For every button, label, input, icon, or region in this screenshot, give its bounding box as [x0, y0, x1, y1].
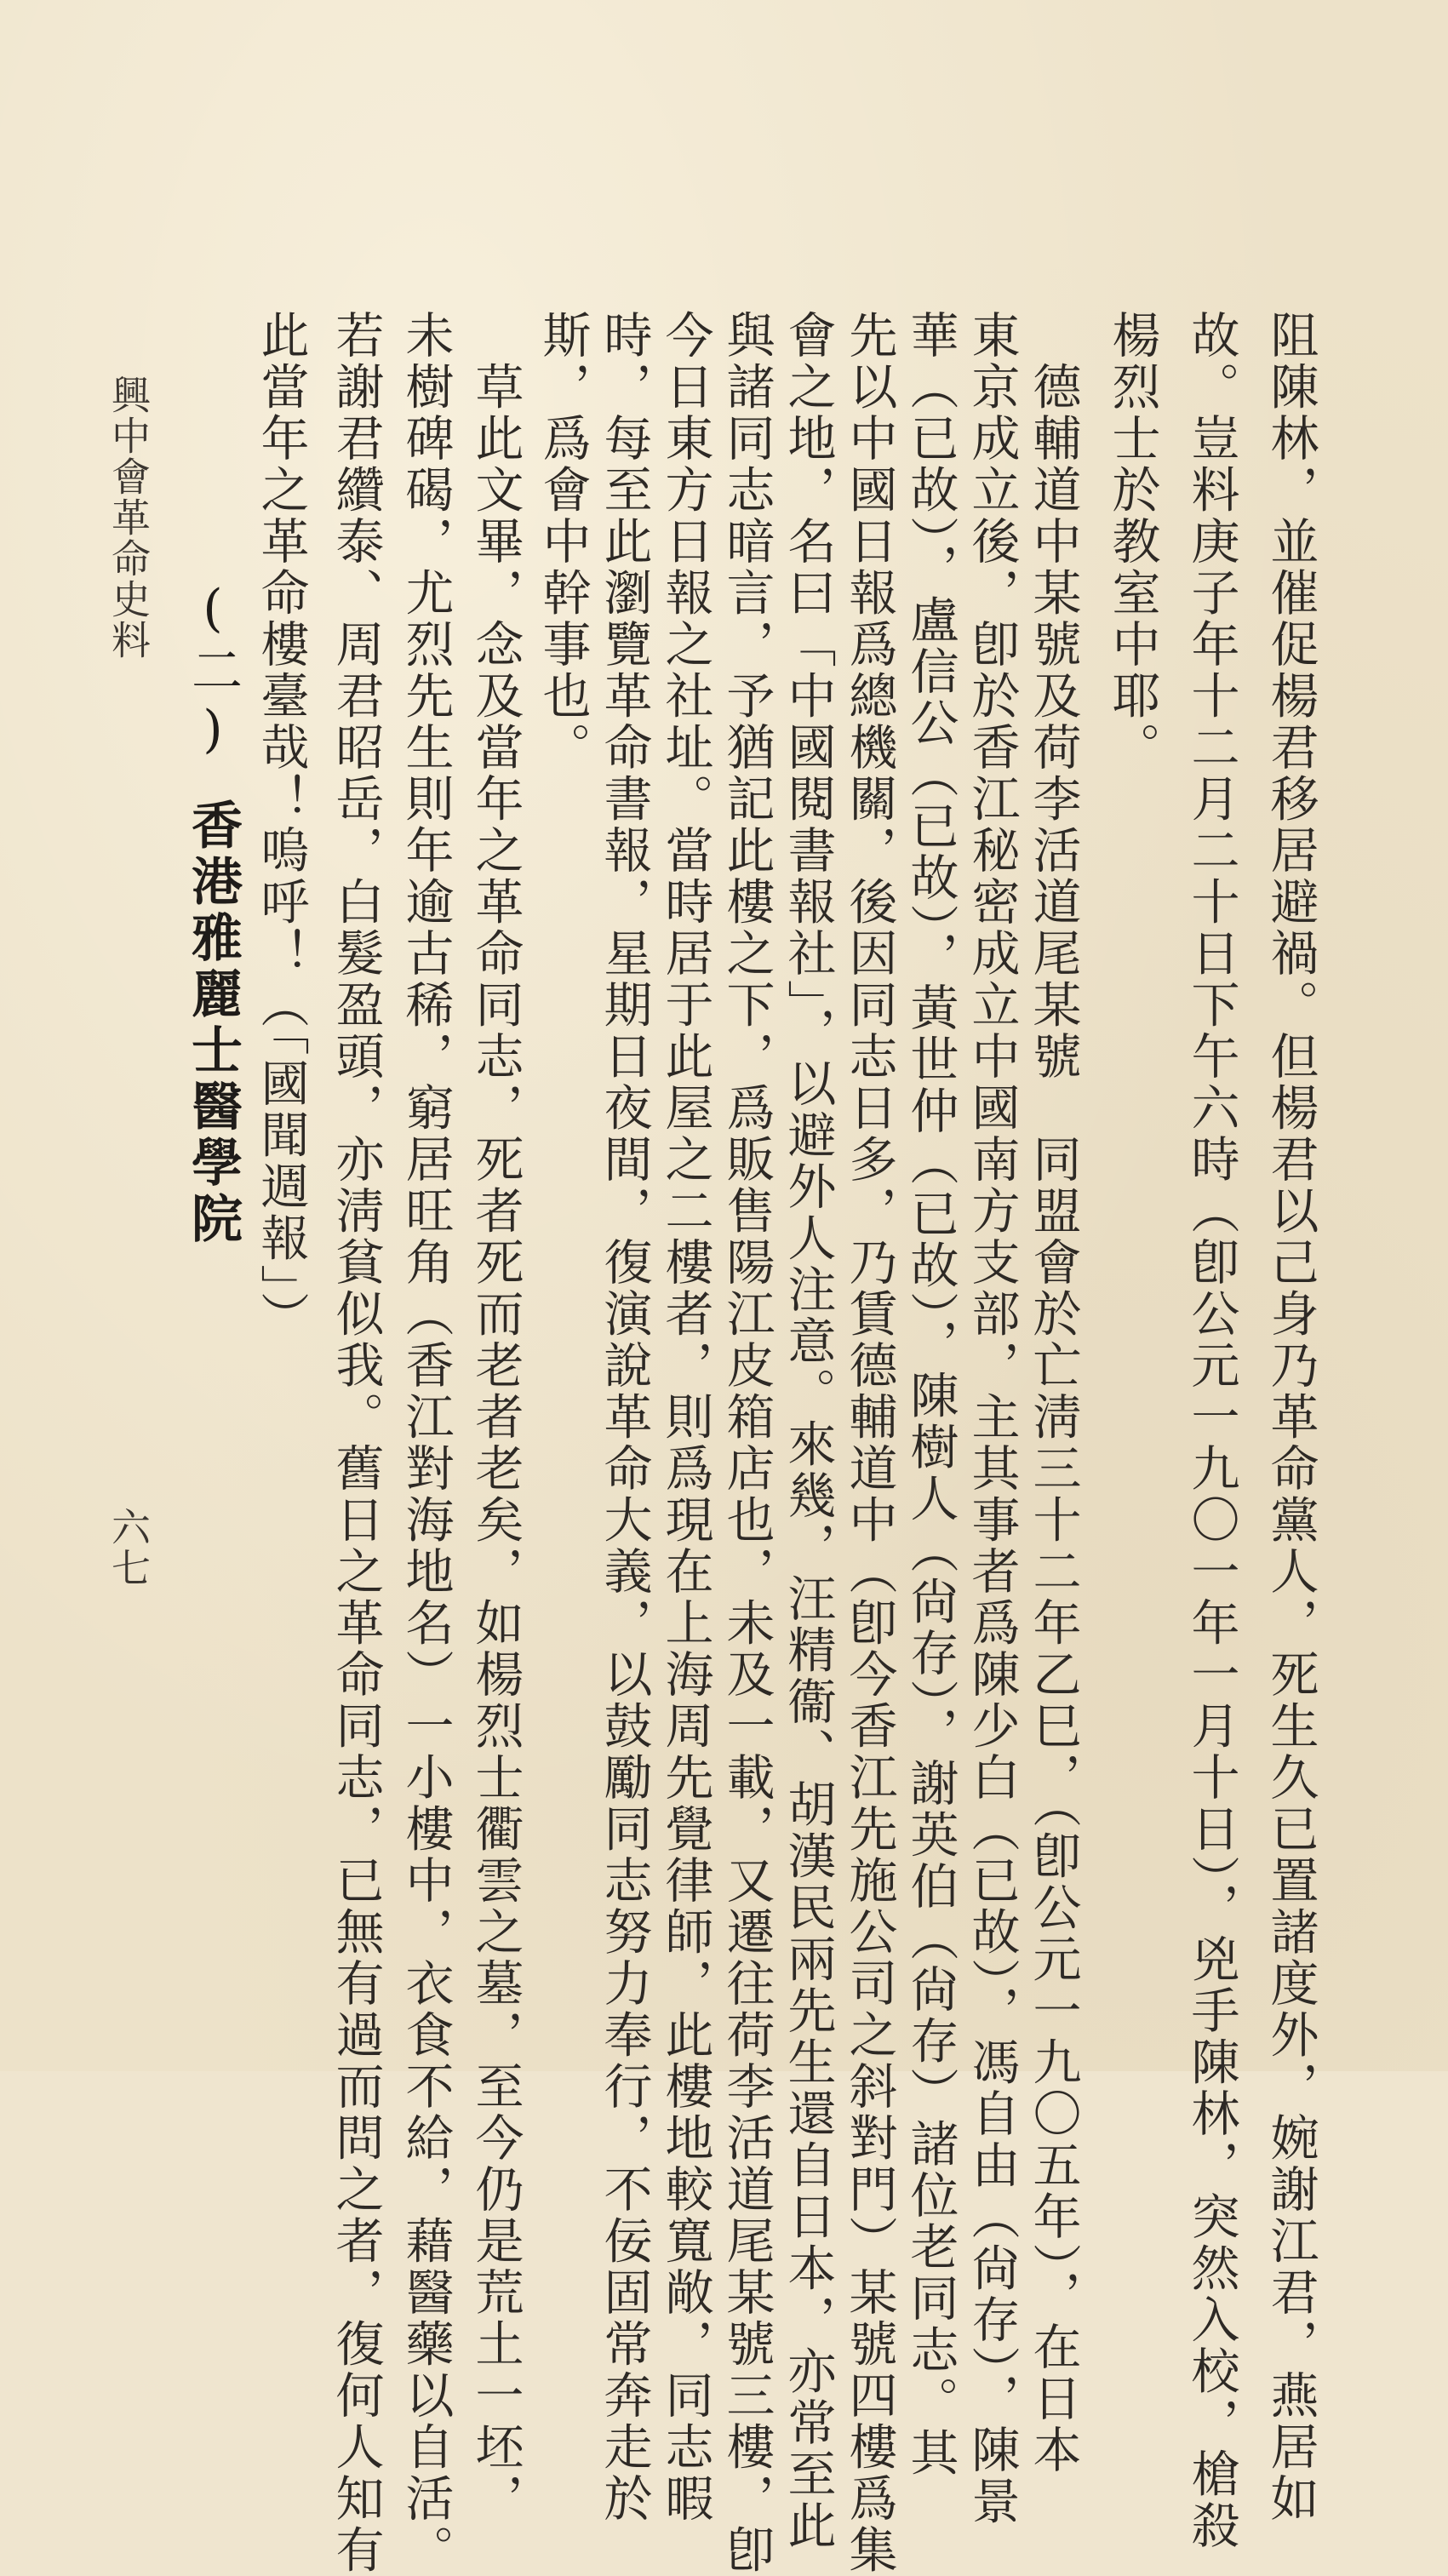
- text-column-2: 故。豈料庚子年十二月二十日下午六時（卽公元一九〇一年一月十日），兇手陳林，突然入校，槍殺: [1183, 310, 1239, 2552]
- section-number: (二): [183, 579, 243, 764]
- text-column-14: 未樹碑碣，尤烈先生則年逾古稀，窮居旺角（香江對海地名）一小樓中，衣食不給，藉醫藥以自活。: [398, 310, 454, 2576]
- text-column-1: 阻陳林，並催促楊君移居避禍。但楊君以己身乃革命黨人，死生久已置諸度外，婉謝江君，燕居如: [1262, 310, 1319, 2525]
- text-column-12: 斯，爲會中幹事也。: [535, 310, 591, 774]
- text-column-4: 德輔道中某號及荷李活道尾某號 同盟會於亡淸三十二年乙巳，（卽公元一九〇五年），在日本: [1025, 310, 1081, 2476]
- text-column-15: 若謝君纘泰、周君昭岳，白髮盈頭，亦淸貧似我。舊日之革命同志，已無有過而問之者，復何人知有: [328, 310, 384, 2576]
- text-column-5: 東京成立後，卽於香江秘密成立中國南方支部，主其事者爲陳少白（已故），馮自由（尙存），陳景: [964, 310, 1020, 2527]
- text-column-13: 草此文畢，念及當年之革命同志，死者死而老者老矣，如楊烈士衢雲之墓，至今仍是荒土一坯，: [467, 310, 524, 2525]
- text-column-11: 時，每至此瀏覽革命書報，星期日夜間，復演說革命大義，以鼓勵同志努力奉行，不佞固常奔走於: [596, 310, 652, 2525]
- section-title: 香港雅麗士醫學院: [183, 799, 243, 1248]
- text-column-10: 今日東方日報之社址。當時居于此屋之二樓者，則爲現在上海周先覺律師，此樓地較寬敞，同志暇: [657, 310, 713, 2525]
- text-column-16: 此當年之革命樓臺哉！嗚呼！（「國聞週報」）: [253, 310, 309, 1343]
- section-heading: [183, 579, 243, 1248]
- text-column-6: 華（已故），盧信公（已故），黃世仲（已故），陳樹人（尙存），謝英伯（尙存）諸位老同志。其: [902, 310, 959, 2479]
- text-column-9: 與諸同志暗言，予猶記此樓之下，爲販售陽江皮箱店也，未及一載，又遷往荷李活道尾某號三樓，卽: [718, 310, 775, 2576]
- page-number: 六七: [106, 1507, 152, 1589]
- text-column-3: 楊烈士於教室中耶。: [1104, 310, 1160, 774]
- text-column-8: 會之地，名曰「中國閱書報社」，以避外人注意。來幾，汪精衞、胡漢民兩先生還自日本，亦常至此: [780, 310, 836, 2552]
- book-title-footer: 興中會革命史料: [106, 375, 152, 661]
- text-column-7: 先以中國日報爲總機關，後因同志日多，乃賃德輔道中（卽今香江先施公司之斜對門）某號四樓爲集: [841, 310, 897, 2576]
